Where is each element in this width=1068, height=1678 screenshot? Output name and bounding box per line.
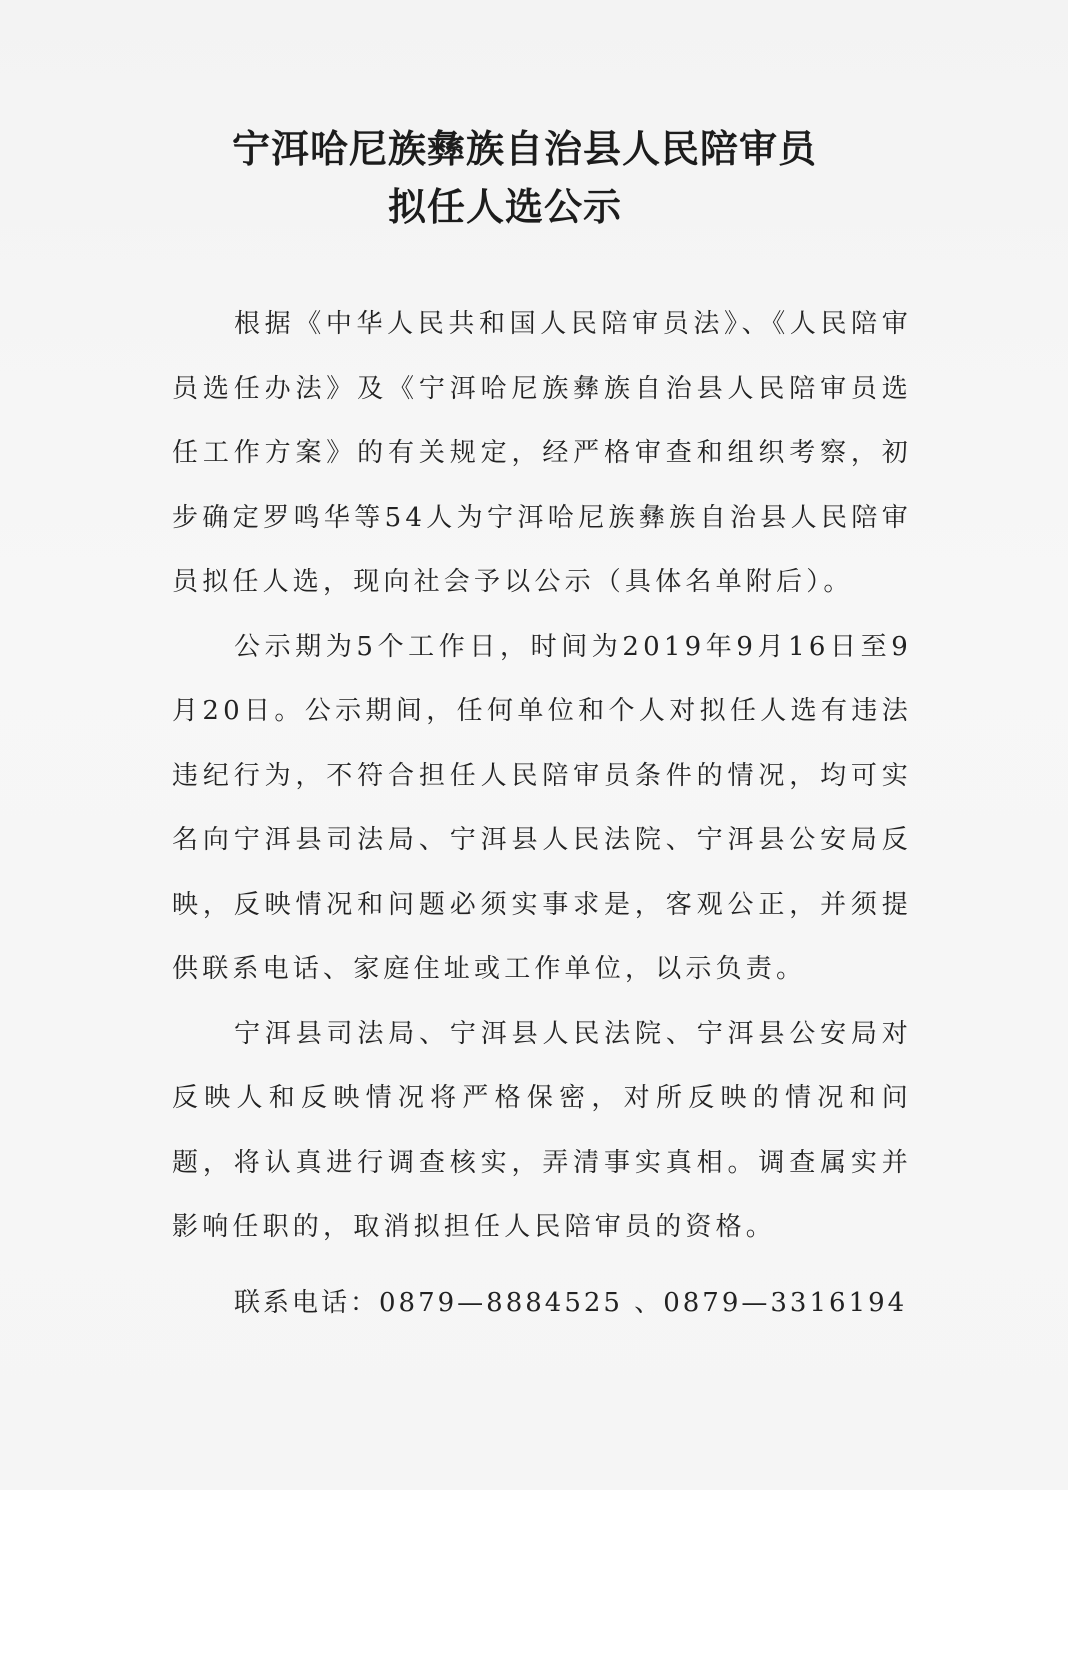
contact-phone: 联系电话：0879—8884525 、0879—3316194 <box>234 1288 908 1318</box>
paragraph-period: 公示期为5个工作日，时间为2019年9月16日至9月20日。公示期间，任何单位和个人对拟任人选有违法违纪行为，不符合担任人民陪审员条件的情况，均可实名向宁洱县司法局、宁洱县人民法院、宁洱县公安局反映，反映情况和问题必须实事求是，客观公正，并须提供联系电话、家庭住址或工作单位，以示负责。 <box>172 631 912 984</box>
paragraph-basis: 根据《中华人民共和国人民陪审员法》、《人民陪审员选任办法》及《宁洱哈尼族彝族自治县人民陪审员选任工作方案》的有关规定，经严格审查和组织考察，初步确定罗鸣华等54人为宁洱哈尼族彝族自治县人民陪审员拟任人选，现向社会予以公示（具体名单附后）。 <box>172 309 912 597</box>
title-line-2: 拟任人选公示 <box>388 184 623 229</box>
title-line-1: 宁洱哈尼族彝族自治县人民陪审员 <box>232 126 818 171</box>
document-body <box>172 292 912 1260</box>
paragraph-confidentiality: 宁洱县司法局、宁洱县人民法院、宁洱县公安局对反映人和反映情况将严格保密，对所反映的情况和问题，将认真进行调查核实，弄清事实真相。调查属实并影响任职的，取消拟担任人民陪审员的资格。 <box>172 1018 912 1242</box>
